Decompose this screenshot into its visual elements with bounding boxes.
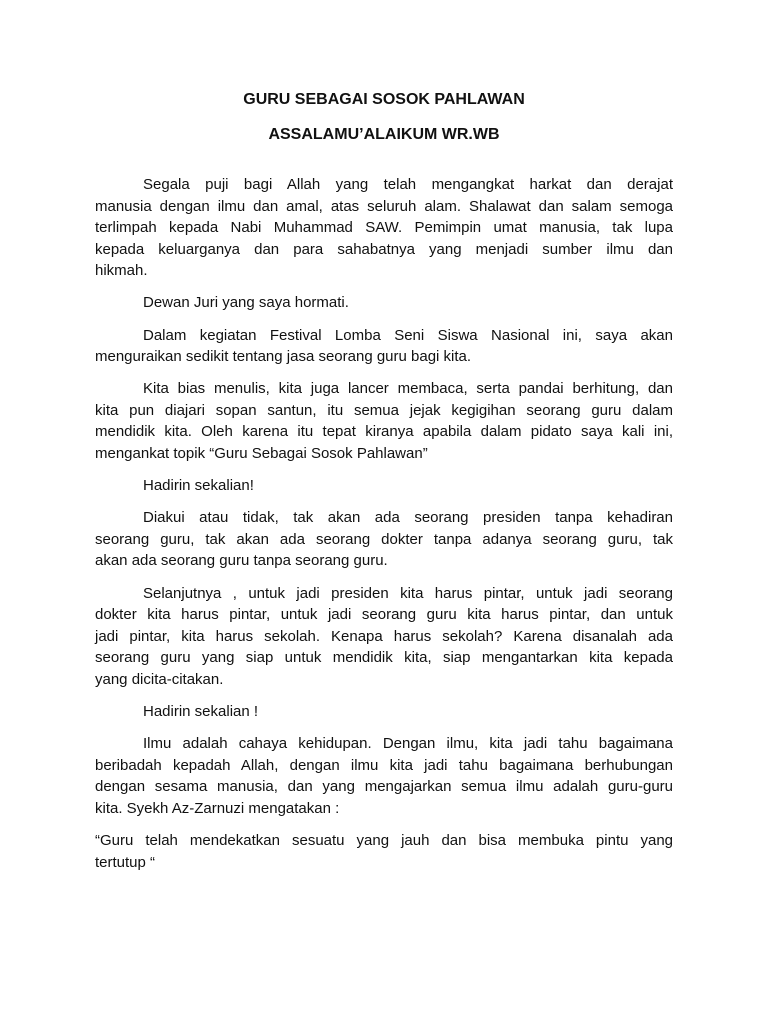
text-line: menguraikan sedikit tentang jasa seorang guru bagi kita. — [95, 348, 472, 366]
text-line: hikmah. — [95, 262, 148, 280]
text-line: “Guru telah mendekatkan sesuatu yang jauh dan bisa membuka pintu yang — [95, 831, 673, 849]
document-title: GURU SEBAGAI SOSOK PAHLAWAN — [243, 91, 525, 108]
text-line: seorang guru, tak akan ada seorang dokter tanpa adanya seorang guru, tak — [95, 530, 673, 548]
text-line: tertutup “ — [95, 853, 156, 871]
text-line: Ilmu adalah cahaya kehidupan. Dengan ilmu, kita jadi tahu bagaimana — [143, 735, 673, 753]
paragraph — [95, 292, 673, 314]
text-line: Hadirin sekalian ! — [143, 702, 259, 720]
text-line: seorang guru yang siap untuk mendidik kita, siap mengantarkan kita kepada — [95, 649, 673, 667]
text-line: akan ada seorang guru tanpa seorang guru. — [95, 552, 388, 570]
text-line: kita. Syekh Az-Zarnuzi mengatakan : — [95, 799, 340, 817]
text-line: Segala puji bagi Allah yang telah mengangkat harkat dan derajat — [143, 176, 673, 193]
paragraph — [95, 475, 673, 497]
text-line: Selanjutnya , untuk jadi presiden kita harus pintar, untuk jadi seorang — [143, 584, 673, 602]
paragraph — [95, 830, 673, 873]
text-line: dengan sesama manusia, dan yang mengajarkan semua ilmu adalah guru-guru — [95, 778, 673, 796]
text-line: jadi pintar, kita harus sekolah. Kenapa harus sekolah? Karena disanalah ada — [95, 627, 673, 645]
text-line: Hadirin sekalian! — [143, 477, 254, 495]
text-line: kepada keluarganya dan para sahabatnya yang menjadi sumber ilmu dan — [95, 240, 673, 258]
paragraph — [95, 507, 673, 572]
paragraph — [95, 583, 673, 691]
paragraph — [95, 325, 673, 368]
text-line: beribadah kepadah Allah, dengan ilmu kita jadi tahu bagaimana berhubungan — [95, 756, 673, 774]
text-line: mendidik kita. Oleh karena itu tepat kiranya apabila dalam pidato saya kali ini, — [95, 423, 673, 441]
text-line: Diakui atau tidak, tak akan ada seorang presiden tanpa kehadiran — [143, 509, 673, 527]
text-line: terlimpah kepada Nabi Muhammad SAW. Pemimpin umat manusia, tak lupa — [95, 219, 673, 237]
paragraph — [95, 174, 673, 282]
text-line: dokter kita harus pintar, untuk jadi seorang guru kita harus pintar, dan untuk — [95, 606, 673, 624]
text-line: manusia dengan ilmu dan amal, atas seluruh alam. Shalawat dan salam semoga — [95, 197, 673, 215]
paragraph — [95, 378, 673, 464]
document-body — [95, 174, 673, 873]
paragraph — [95, 733, 673, 819]
text-line: Dewan Juri yang saya hormati. — [143, 294, 349, 312]
text-line: mengankat topik “Guru Sebagai Sosok Pahlawan” — [95, 445, 428, 463]
text-line: Dalam kegiatan Festival Lomba Seni Siswa Nasional ini, saya akan — [143, 326, 673, 344]
paragraph — [95, 701, 673, 723]
document-page — [95, 89, 673, 884]
greeting-heading: ASSALAMU’ALAIKUM WR.WB — [268, 126, 500, 143]
text-line: Kita bias menulis, kita juga lancer membaca, serta pandai berhitung, dan — [143, 380, 673, 398]
text-line: yang dicita-citakan. — [95, 670, 224, 688]
text-line: kita pun diajari sopan santun, itu semua jejak kegigihan seorang guru dalam — [95, 401, 673, 419]
